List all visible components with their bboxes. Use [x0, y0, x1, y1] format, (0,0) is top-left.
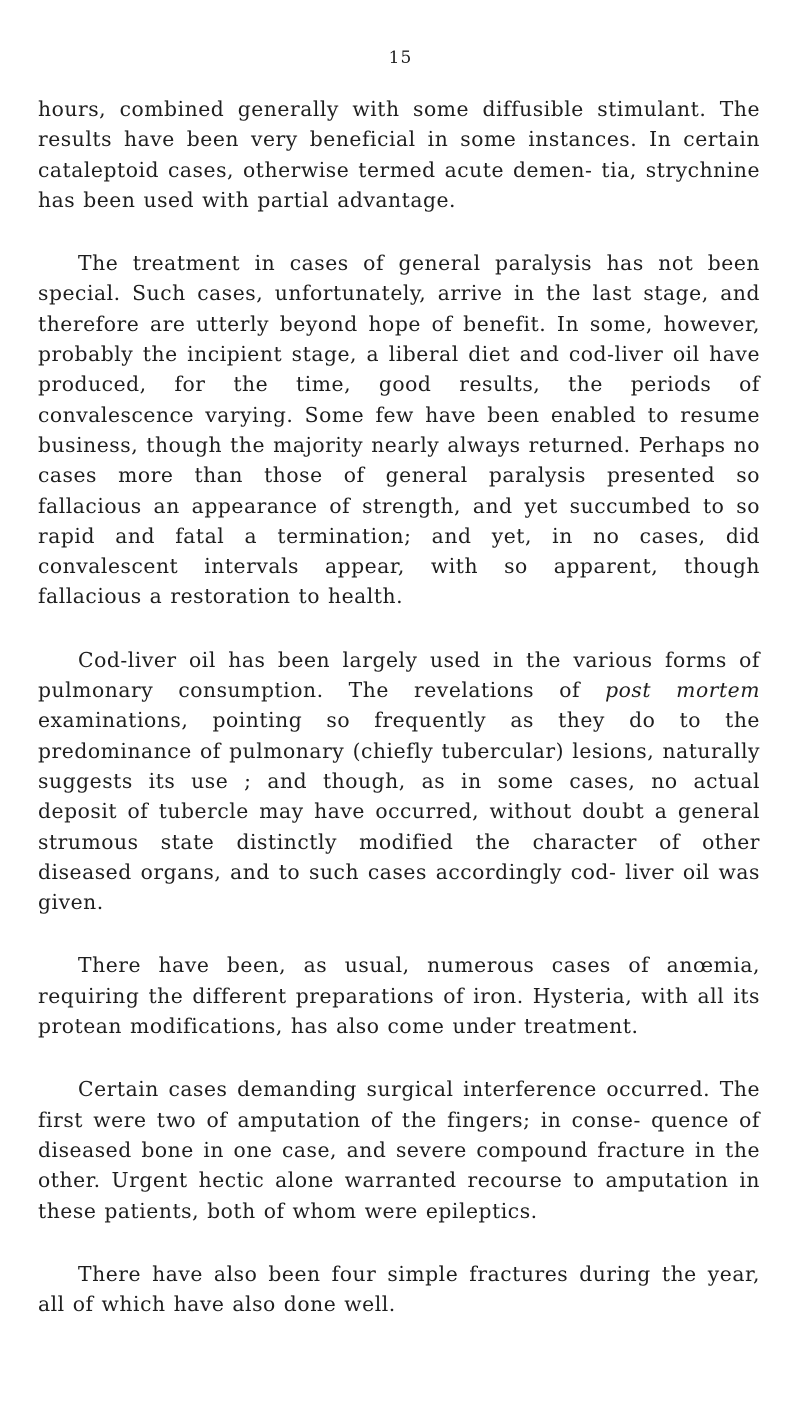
paragraph-1: hours, combined generally with some diffusible stimulant. The results have been very beneficial in some instances. In certain cataleptoid cases, otherwise termed acute demen- tia, strychnine has been used with partial advantage.	[38, 97, 760, 212]
paragraph-6: There have also been four simple fractures during the year, all of which have also done well.	[38, 1261, 760, 1317]
paragraph-2: The treatment in cases of general paralysis has not been special. Such cases, unfortunately, arrive in the last stage, and therefore are utterly beyond hope of benefit. In some, however, probably the incipient stage, a liberal diet and cod-liver oil have produced, for the time, good results, the periods of convalescence varying. Some few have been enabled to resume business, though the majority nearly always returned. Perhaps no cases more than those of general paralysis presented so fallacious an appearance of strength, and yet succumbed to so rapid and fatal a termination; and yet, in no cases, did convalescent intervals appear, with so apparent, though fallacious a restoration to health.	[38, 251, 760, 609]
paragraph-5: Certain cases demanding surgical interference occurred. The first were two of amputation of the fingers; in conse- quence of diseased bone in one case, and severe compound fracture in the other. Urgent hectic alone warranted recourse to amputation in these patients, both of whom were epileptics.	[38, 1077, 760, 1223]
paragraph-3-before: Cod-liver oil has been largely used in the various forms of pulmonary consumption. The revelations of	[38, 647, 760, 703]
paragraph-3-after: examinations, pointing so frequently as they do to the predominance of pulmonary (chiefly tubercular) lesions, naturally suggests its use ; and though, as in some cases, no actual deposit of tubercle may have occurred, without doubt a general strumous state distinctly modified the character of other diseased organs, and to such cases accordingly cod- liver oil was given.	[38, 708, 760, 915]
page-body	[38, 94, 760, 1352]
post-mortem-italic: post mortem	[605, 678, 760, 703]
page-number: 15	[388, 48, 413, 68]
paragraph-4: There have been, as usual, numerous cases of anœmia, requiring the different preparations of iron. Hysteria, with all its protean modifications, has also come under treatment.	[38, 953, 760, 1039]
paragraph-3	[38, 645, 760, 918]
